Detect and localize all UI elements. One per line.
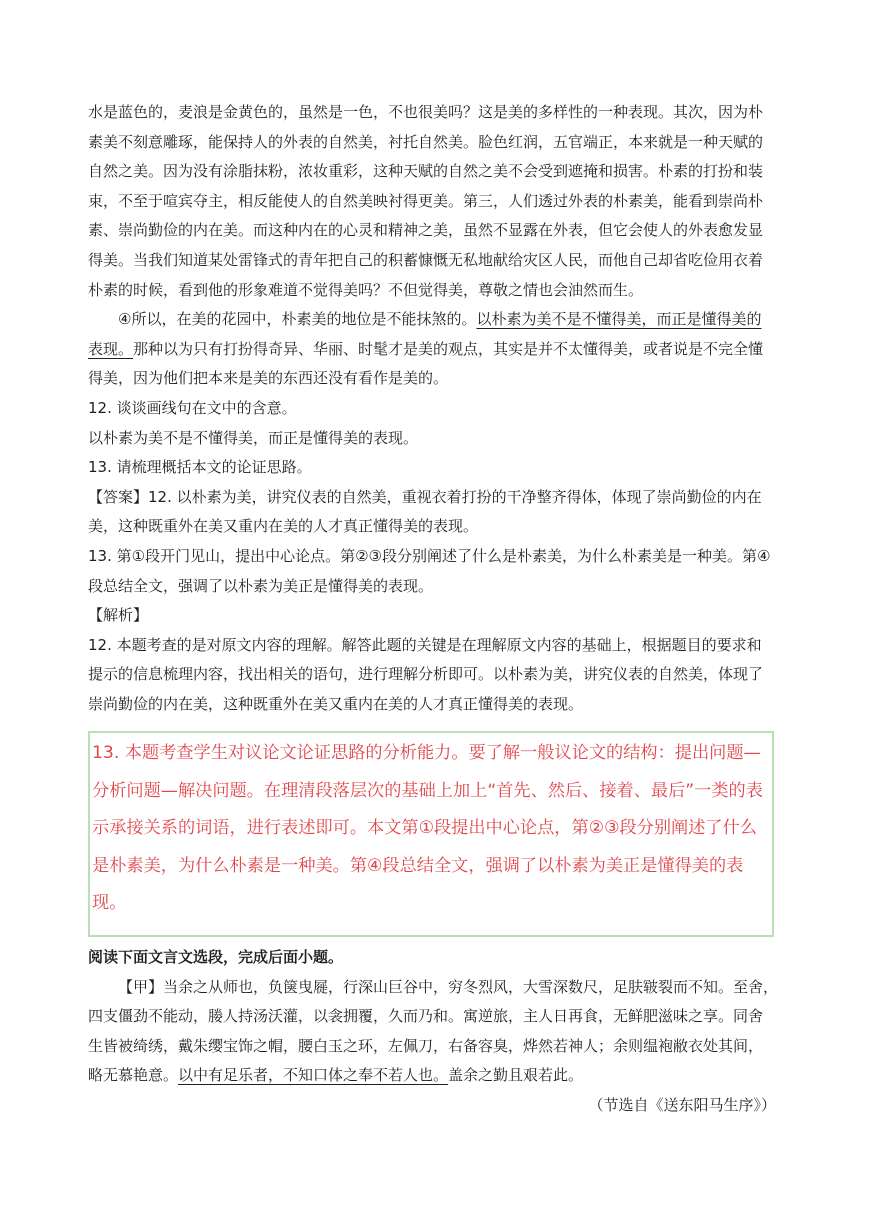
passage-line: 水是蓝色的，麦浪是金黄色的，虽然是一色，不也很美吗？这是美的多样性的一种表现。其次，因为朴 [88,103,764,121]
classical-text: 略无慕艳意。 [88,1066,179,1085]
highlight-line: 是朴素美，为什么朴素是一种美。第④段总结全文，强调了以朴素为美正是懂得美的表 [92,855,744,876]
passage-line: 素美不刻意雕琢，能保持人的外表的自然美，衬托自然美。脸色红润，五官端正，本来就是一种天赋的 [88,132,764,151]
highlight-line: 示承接关系的词语，进行表述即可。本文第①段提出中心论点，第②③段分别阐述了什么 [92,818,757,838]
paragraph-4-text: 那种以为只有打扮得奇异、华丽、时髦才是美的观点，其实是并不太懂得美，或者说是不完全懂 [133,339,764,358]
analysis-line: 崇尚勤俭的内在美，这种既重外在美又重内在美的人才真正懂得美的表现。 [88,694,584,713]
classical-text: 盖余之勤且艰若此。 [448,1066,584,1085]
paragraph-4-line-3: 得美，因为他们把本来是美的东西还没有看作是美的。 [88,369,449,388]
classical-line-4 [88,1061,780,1091]
underlined-sentence: 以中有足乐者，不知口体之奉不若人也。 [178,1066,449,1085]
answer-line: 美，这种既重外在美又重内在美的人才真正懂得美的表现。 [88,517,479,536]
answer-line: 段总结全文，强调了以朴素为美正是懂得美的表现。 [88,576,434,595]
paragraph-4-line-1 [88,305,780,335]
analysis-line: 提示的信息梳理内容，找出相关的语句，进行理解分析即可。以朴素为美，讲究仪表的自然美，体现了 [88,665,764,684]
passage-section [88,98,780,719]
answer-line: 【答案】12. 以朴素为美，讲究仪表的自然美，重视衣着打扮的干净整齐得体，体现了崇尚勤俭的内在 [88,487,762,506]
question-13: 13. 请梳理概括本文的论证思路。 [88,458,312,477]
passage-line: 得美。当我们知道某处雷锋式的青年把自己的积蓄慷慨无私地献给灾区人民，而他自己却省吃俭用衣着 [88,250,764,269]
highlight-line: 分析问题—解决问题。在理清段落层次的基础上加上“首先、然后、接着、最后”一类的表 [92,780,763,801]
question-12: 12. 谈谈画线句在文中的含意。 [88,398,297,417]
classical-section [88,943,780,1121]
paragraph-4-line-2 [88,335,780,365]
reading-instruction: 阅读下面文言文选段，完成后面小题。 [88,948,344,966]
classical-line: 【甲】当余之从师也，负箧曳屣，行深山巨谷中，穷冬烈风，大雪深数尺，足肤皲裂而不知。至舍， [118,977,779,996]
highlight-line: 现。 [92,893,127,913]
answer-line: 13. 第①段开门见山，提出中心论点。第②③段分别阐述了什么是朴素美，为什么朴素美是一种美。第④ [88,546,771,565]
highlight-line: 13. 本题考查学生对议论文论证思路的分析能力。要了解一般议论文的结构：提出问题— [92,743,761,763]
passage-line: 素、崇尚勤俭的内在美。而这种内在的心灵和精神之美，虽然不显露在外表，但它会使人的外表愈发显 [88,221,764,240]
passage-line: 朴素的时候，看到他的形象难道不觉得美吗？不但觉得美，尊敬之情也会油然而生。 [88,280,644,299]
analysis-line: 12. 本题考查的是对原文内容的理解。解答此题的关键是在理解原文内容的基础上，根据题目的要求和 [88,635,762,654]
passage-line: 自然之美。因为没有涂脂抹粉，浓妆重彩，这种天赋的自然之美不会受到遮掩和损害。朴素的打扮和装 [88,162,764,181]
question-12-quote: 以朴素为美不是不懂得美，而正是懂得美的表现。 [88,428,419,447]
paragraph-4-text: ④所以，在美的花园中，朴素美的地位是不能抹煞的。 [118,310,477,329]
source-citation: （节选自《送东阳马生序》） [588,1095,776,1114]
underlined-sentence-end: 表现。 [88,339,134,358]
classical-line: 四支僵劲不能动，媵人持汤沃灌，以衾拥覆，久而乃和。寓逆旅，主人日再食，无鲜肥滋味之享。同舍 [88,1007,764,1026]
analysis-heading: 【解析】 [88,606,149,625]
classical-line: 生皆被绮绣，戴朱缨宝饰之帽，腰白玉之环，左佩刀，右备容臭，烨然若神人；余则缊袍敝衣处其间， [88,1036,764,1055]
highlighted-analysis-box [88,731,774,937]
underlined-sentence: 以朴素为美不是不懂得美，而正是懂得美的 [476,310,762,329]
passage-line: 束，不至于喧宾夺主，相反能使人的自然美映衬得更美。第三，人们透过外表的朴素美，能看到崇尚朴 [88,191,764,210]
